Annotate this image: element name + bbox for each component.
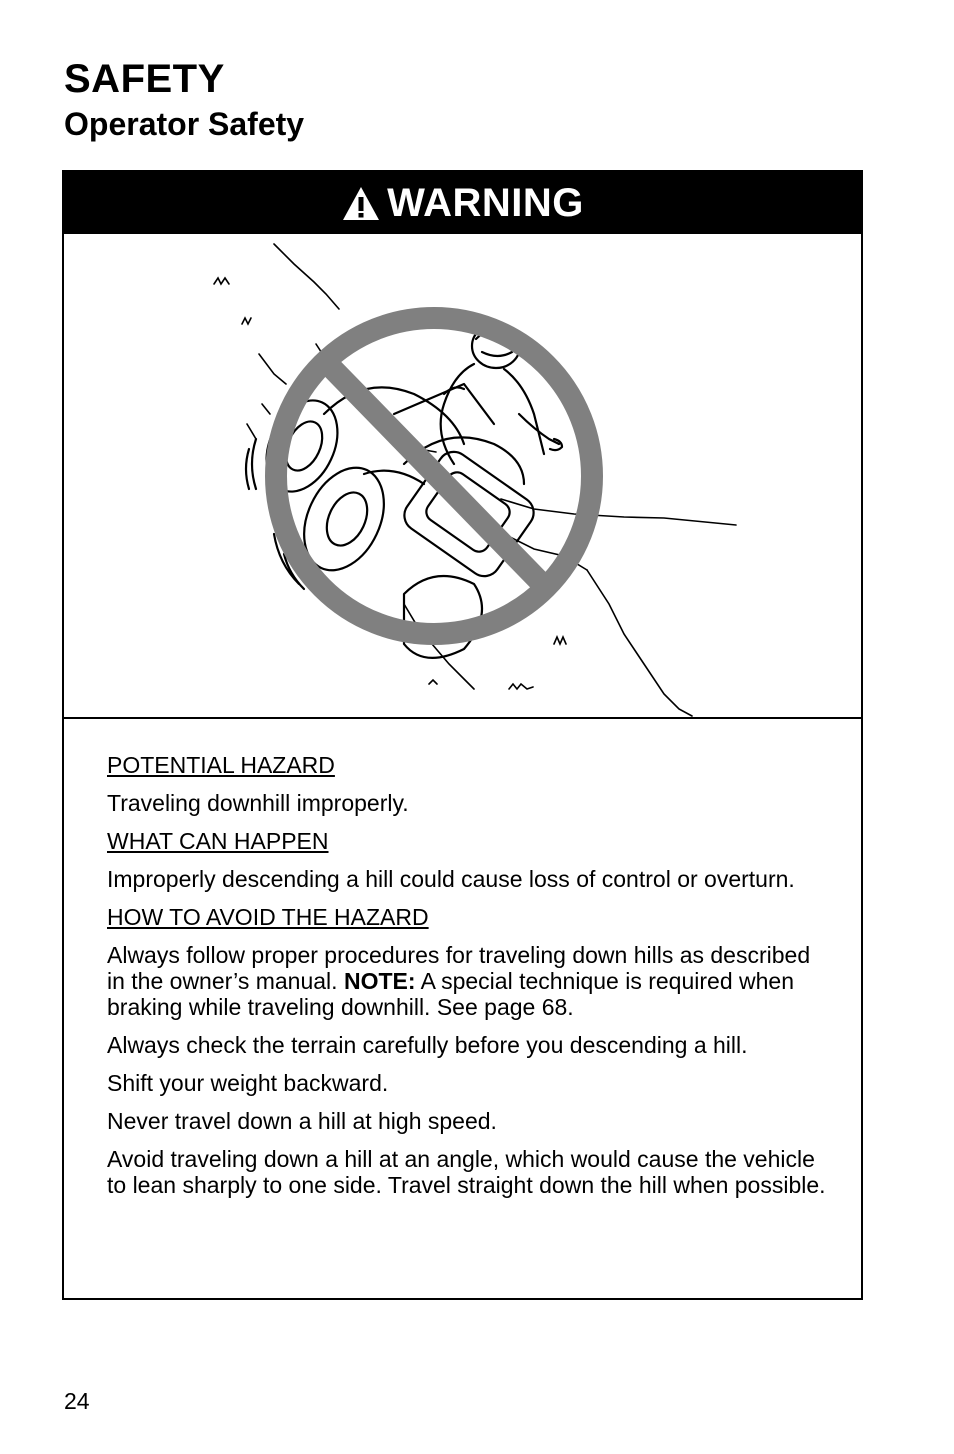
subsection-title: Operator Safety — [64, 106, 305, 142]
avoid-item-2: Always check the terrain carefully before you descending a hill. — [107, 1032, 748, 1058]
hazard-text-block — [107, 752, 827, 1210]
avoid-item-1-part2: A special technique is required when braking while traveling downhill. See page 68. — [107, 968, 794, 1020]
avoid-item-4: Never travel down a hill at high speed. — [107, 1108, 497, 1134]
hazard-illustration — [64, 234, 861, 719]
avoid-item-1-part1: Always follow proper procedures for traveling down hills as described in the owner’s manual. — [107, 942, 811, 994]
avoid-item-1 — [107, 942, 827, 1020]
warning-header — [64, 172, 861, 234]
what-can-happen-text: Improperly descending a hill could cause loss of control or overturn. — [107, 866, 795, 892]
how-to-avoid-heading: HOW TO AVOID THE HAZARD — [107, 904, 429, 930]
potential-hazard-heading: POTENTIAL HAZARD — [107, 752, 335, 778]
atv-downhill-illustration — [64, 234, 861, 717]
section-title: SAFETY — [64, 57, 225, 101]
warning-label: WARNING — [387, 181, 584, 225]
warning-triangle-icon — [341, 184, 381, 224]
avoid-item-3: Shift your weight backward. — [107, 1070, 389, 1096]
avoid-item-5: Avoid traveling down a hill at an angle, which would cause the vehicle to lean sharply to one side. Travel straight down the hill when possible. — [107, 1146, 826, 1198]
what-can-happen-heading: WHAT CAN HAPPEN — [107, 828, 329, 854]
warning-box — [62, 170, 863, 1300]
potential-hazard-text: Traveling downhill improperly. — [107, 790, 409, 816]
page-number: 24 — [64, 1388, 90, 1414]
note-label: NOTE: — [343, 968, 416, 994]
